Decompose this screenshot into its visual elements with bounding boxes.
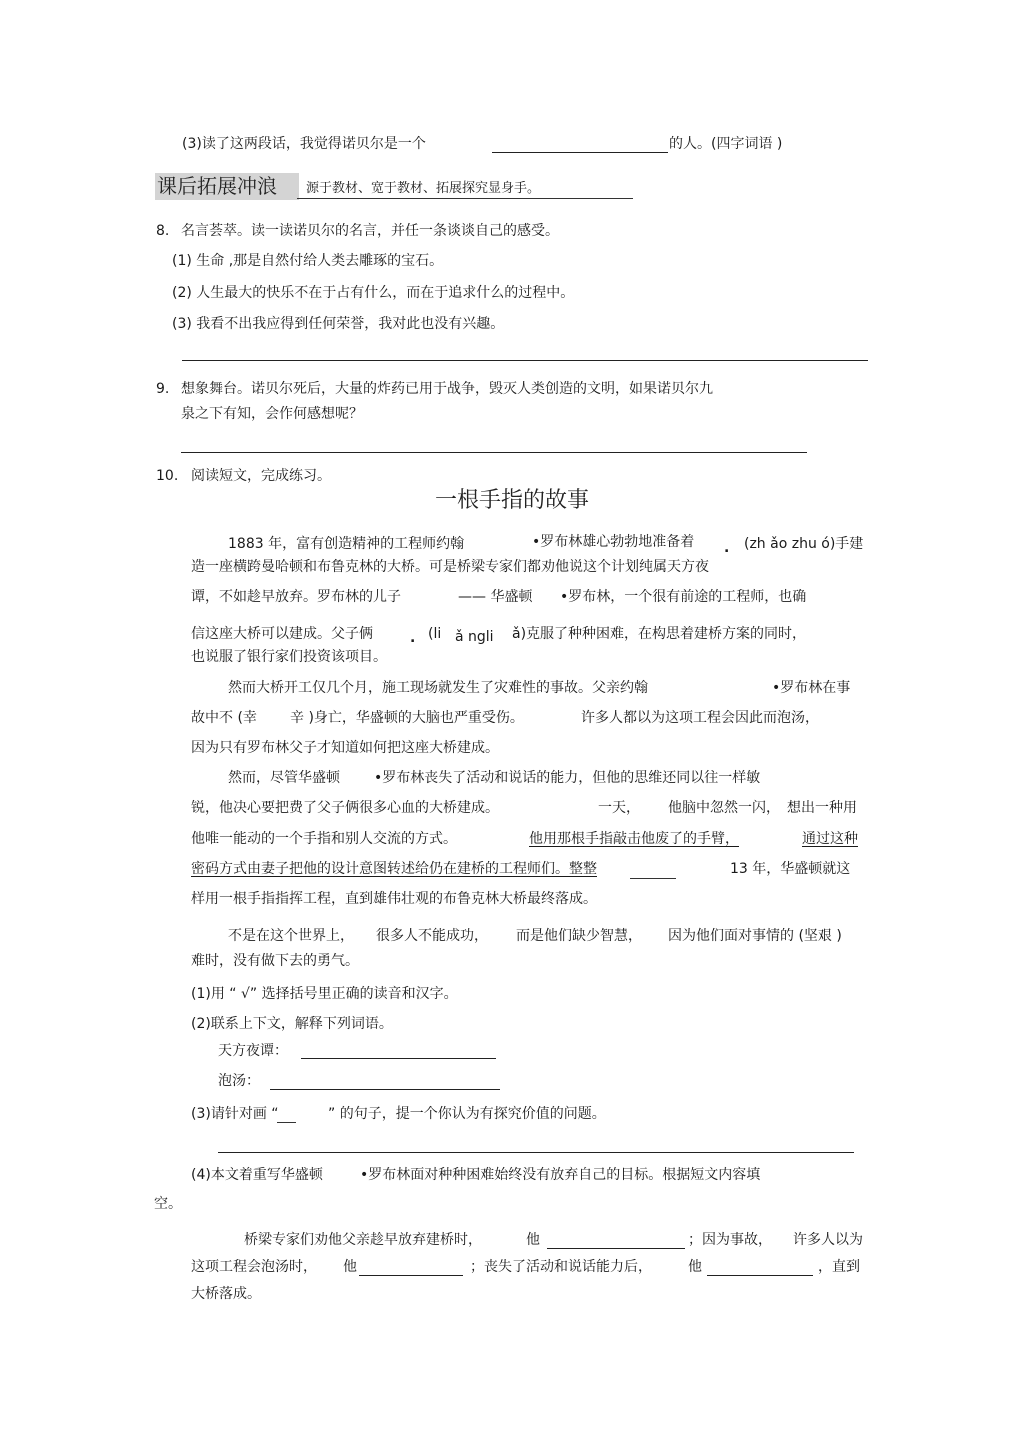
q10-number: 10. — [156, 468, 179, 484]
p4-line1-c: 而是他们缺少智慧， — [516, 928, 642, 944]
p4-line1-d: 因为他们面对事情的 (坚艰 ) — [668, 928, 842, 944]
fill-line1-b: 他 — [526, 1232, 540, 1248]
p1-line1-pinyin-option[interactable]: (zh ǎo zhu ó)手建 — [744, 536, 864, 552]
q7-3-text: (3)读了这两段话，我觉得诺贝尔是一个 — [182, 136, 426, 152]
section-title: 课后拓展冲浪 — [155, 173, 299, 200]
exercise-3-answer-line[interactable] — [218, 1152, 854, 1153]
p3-underlined-sentence-b: 通过这种 — [802, 831, 858, 847]
q9-number: 9. — [156, 381, 170, 397]
q8-quote-2: (2) 人生最大的快乐不在于占有什么，而在于追求什么的过程中。 — [172, 285, 575, 301]
exercise-2-word-1-label: 天方夜谭： — [218, 1043, 288, 1059]
fill-blank-2[interactable] — [359, 1275, 463, 1276]
q9-answer-line[interactable] — [181, 452, 807, 453]
q8-prompt: 名言荟萃。读一读诺贝尔的名言，并任一条谈谈自己的感受。 — [181, 223, 559, 239]
fill-line2-e: ，直到 — [818, 1259, 860, 1275]
p1-line4-d: ǎ)克服了种种困难，在构思着建桥方案的同时， — [512, 626, 807, 642]
p3-line2-a: 锐，他决心要把费了父子俩很多心血的大桥建成。 — [191, 800, 499, 816]
fill-line2-b: 他 — [343, 1259, 357, 1275]
p3-line1-a: 然而，尽管华盛顿 — [228, 770, 340, 786]
fill-line1-c: ；因为事故， — [688, 1232, 772, 1248]
p3-line3-a: 他唯一能动的一个手指和别人交流的方式。 — [191, 831, 457, 847]
p3-underline-extension — [630, 878, 676, 879]
fill-line2-d: 他 — [688, 1259, 702, 1275]
q8-quote-1: (1) 生命 ,那是自然付给人类去雕琢的宝石。 — [172, 253, 444, 269]
p2-line1-b: •罗布林在事 — [772, 680, 851, 696]
q7-3-answer-blank[interactable] — [492, 152, 668, 153]
exercise-4-b: •罗布林面对种种困难始终没有放弃自己的目标。根据短文内容填 — [360, 1167, 761, 1183]
fill-line1-d: 许多人以为 — [793, 1232, 863, 1248]
p4-line1-b: 很多人不能成功， — [376, 928, 488, 944]
p1-line4-b[interactable]: (li — [428, 626, 442, 642]
q9-line-1: 想象舞台。诺贝尔死后，大量的炸药已用于战争，毁灭人类创造的文明，如果诺贝尔九 — [181, 381, 713, 397]
fill-line2-a: 这项工程会泡汤时， — [191, 1259, 317, 1275]
fill-line2-c: ；丧失了活动和说话能力后， — [470, 1259, 652, 1275]
p3-underlined-sentence-c: 密码方式由妻子把他的设计意图转述给仍在建桥的工程师们。整整 — [191, 861, 597, 877]
exercise-1: (1)用 “ √” 选择括号里正确的读音和汉字。 — [191, 986, 458, 1002]
p3-line2-d: 想出一种用 — [787, 800, 857, 816]
p3-line1-b: •罗布林丧失了活动和说话的能力，但他的思维还同以往一样敏 — [374, 770, 761, 786]
q8-quote-3: (3) 我看不出我应得到任何荣誉，我对此也没有兴趣。 — [172, 316, 505, 332]
p2-line2-b-option[interactable]: 辛 )身亡，华盛顿的大脑也严重受伤。 — [290, 710, 524, 726]
q8-number: 8. — [156, 223, 170, 239]
exercise-3-underline-mark — [277, 1122, 296, 1123]
section-subtitle: 源于教材、宽于教材、拓展探究显身手。 — [306, 181, 541, 196]
p4-line1-a: 不是在这个世界上， — [228, 928, 354, 944]
exercise-4-c: 空。 — [154, 1196, 182, 1212]
p1-line1-dot: . — [724, 540, 730, 556]
fill-blank-3[interactable] — [707, 1275, 813, 1276]
exercise-3-b: ” 的句子，提一个你认为有探究价值的问题。 — [328, 1106, 606, 1122]
exercise-2: (2)联系上下文，解释下列词语。 — [191, 1016, 393, 1032]
p2-line2-a-option[interactable]: 故中不 (幸 — [191, 710, 257, 726]
p3-line2-b: 一天， — [598, 800, 640, 816]
fill-blank-1[interactable] — [547, 1248, 685, 1249]
p3-line5: 样用一根手指指挥工程，直到雄伟壮观的布鲁克林大桥最终落成。 — [191, 891, 597, 907]
q9-line-2: 泉之下有知，会作何感想呢？ — [181, 406, 363, 422]
p1-line3-b: —— 华盛顿 — [458, 589, 533, 605]
exercise-2-word-1-blank[interactable] — [301, 1058, 496, 1059]
exercise-4-a: (4)本文着重写华盛顿 — [191, 1167, 323, 1183]
fill-line3: 大桥落成。 — [191, 1286, 261, 1302]
p1-line4-c[interactable]: ǎ ngli — [455, 629, 494, 645]
q10-prompt: 阅读短文，完成练习。 — [191, 468, 331, 484]
story-title: 一根手指的故事 — [434, 488, 589, 513]
p3-underlined-sentence-a: 他用那根手指敲击他废了的手臂， — [529, 831, 739, 847]
p3-line2-c: 他脑中忽然一闪， — [668, 800, 780, 816]
section-underline — [297, 198, 633, 199]
p1-line4-a: 信这座大桥可以建成。父子俩 — [191, 626, 373, 642]
p1-line1-a: 1883 年，富有创造精神的工程师约翰 — [228, 536, 465, 552]
exercise-2-word-2-blank[interactable] — [270, 1089, 500, 1090]
q8-answer-line[interactable] — [182, 360, 868, 361]
p1-line2: 造一座横跨曼哈顿和布鲁克林的大桥。可是桥梁专家们都劝他说这个计划纯属天方夜 — [191, 559, 709, 575]
exercise-2-word-2-label: 泡汤： — [218, 1073, 260, 1089]
p1-line5: 也说服了银行家们投资该项目。 — [191, 649, 387, 665]
q7-3-suffix: 的人。(四字词语 ) — [669, 136, 783, 152]
fill-line1-a: 桥梁专家们劝他父亲趁早放弃建桥时， — [244, 1232, 482, 1248]
p1-line3-a: 谭，不如趁早放弃。罗布林的儿子 — [191, 589, 401, 605]
p2-line1-a: 然而大桥开工仅几个月，施工现场就发生了灾难性的事故。父亲约翰 — [228, 680, 648, 696]
p3-line4-b: 13 年，华盛顿就这 — [730, 861, 851, 877]
p1-line4-dot: . — [410, 630, 416, 646]
p2-line3: 因为只有罗布林父子才知道如何把这座大桥建成。 — [191, 740, 499, 756]
exercise-3-a: (3)请针对画 “ — [191, 1106, 279, 1122]
p1-line3-c: •罗布林，一个很有前途的工程师，也确 — [560, 589, 807, 605]
p4-line2: 难时，没有做下去的勇气。 — [191, 953, 359, 969]
p2-line2-c: 许多人都以为这项工程会因此而泡汤， — [581, 710, 819, 726]
p1-line1-b: •罗布林雄心勃勃地准备着 — [532, 534, 695, 550]
